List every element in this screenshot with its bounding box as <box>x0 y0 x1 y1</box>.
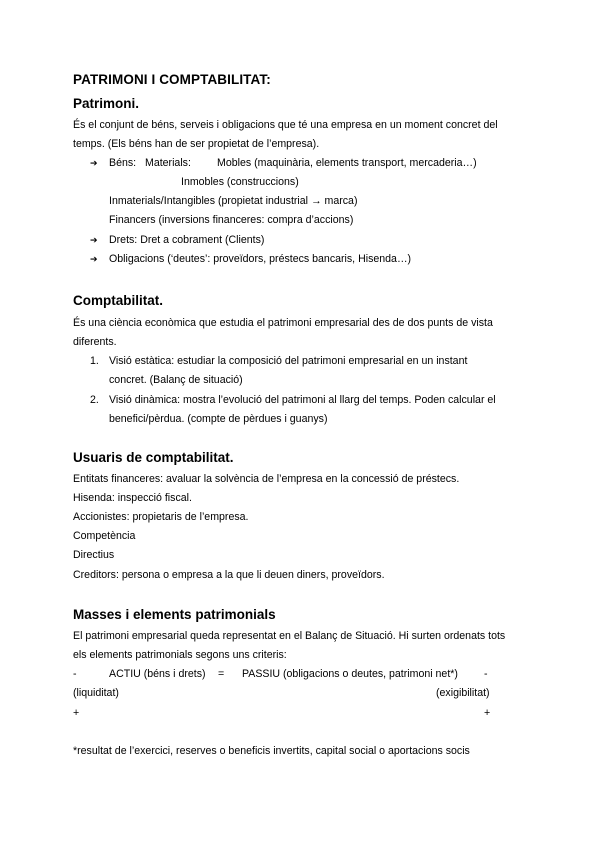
list-item-bens-label: Béns: <box>109 157 137 169</box>
equals-sign: = <box>218 668 225 680</box>
list-number: 2. <box>90 394 99 406</box>
list-number: 1. <box>90 355 99 367</box>
footnote: *resultat de l’exercici, reserves o beneficis invertits, capital social o aportacions socis <box>73 745 470 757</box>
passiu-label: PASSIU (obligacions o deutes, patrimoni net*) <box>242 668 458 680</box>
section-heading-comptabilitat: Comptabilitat. <box>73 293 163 308</box>
bullet-arrow-icon: ➔ <box>90 254 98 264</box>
actiu-label: ACTIU (béns i drets) <box>109 668 206 680</box>
liquiditat-label: (liquiditat) <box>73 687 119 699</box>
paragraph-line: diferents. <box>73 336 117 348</box>
list-item-drets: Drets: Dret a cobrament (Clients) <box>109 234 265 246</box>
list-item: Directius <box>73 549 115 561</box>
plus-sign-left: + <box>73 707 80 719</box>
paragraph-line: els elements patrimonials segons uns criteris: <box>73 649 287 661</box>
section-heading-patrimoni: Patrimoni. <box>73 96 140 111</box>
list-item-inmobles: Inmobles (construccions) <box>181 176 299 188</box>
paragraph-line: És el conjunt de béns, serveis i obligacions que té una empresa en un moment concret del <box>73 119 498 131</box>
list-item-visio-dinamica-cont: benefici/pèrdua. (compte de pèrdues i guanys) <box>109 413 328 425</box>
list-item: Hisenda: inspecció fiscal. <box>73 492 192 504</box>
page-title: PATRIMONI I COMPTABILITAT: <box>73 72 271 87</box>
minus-sign-left: - <box>73 668 77 680</box>
paragraph-line: temps. (Els béns han de ser propietat de l’empresa). <box>73 138 320 150</box>
bullet-arrow-icon: ➔ <box>90 158 98 168</box>
list-item: Competència <box>73 530 136 542</box>
list-item: Accionistes: propietaris de l’empresa. <box>73 511 249 523</box>
list-item-mobles: Mobles (maquinària, elements transport, mercaderia…) <box>217 157 477 169</box>
list-item-visio-dinamica: Visió dinàmica: mostra l’evolució del patrimoni al llarg del temps. Poden calcular el <box>109 394 496 406</box>
list-item-financers: Financers (inversions financeres: compra d’accions) <box>109 214 354 226</box>
list-item: Entitats financeres: avaluar la solvència de l’empresa en la concessió de préstecs. <box>73 473 460 485</box>
list-item-obligacions: Obligacions (‘deutes’: proveïdors, préstecs bancaris, Hisenda…) <box>109 253 412 265</box>
list-item-visio-estatica-cont: concret. (Balanç de situació) <box>109 374 243 386</box>
list-item-visio-estatica: Visió estàtica: estudiar la composició del patrimoni empresarial en un instant <box>109 355 468 367</box>
section-heading-usuaris: Usuaris de comptabilitat. <box>73 450 234 465</box>
list-item-materials-label: Materials: <box>145 157 191 169</box>
paragraph-line: És una ciència econòmica que estudia el patrimoni empresarial des de dos punts de vista <box>73 317 493 329</box>
bullet-arrow-icon: ➔ <box>90 235 98 245</box>
paragraph-line: El patrimoni empresarial queda representat en el Balanç de Situació. Hi surten ordenats tots <box>73 630 506 642</box>
section-heading-masses: Masses i elements patrimonials <box>73 607 276 622</box>
plus-sign-right: + <box>484 707 491 719</box>
minus-sign-right: - <box>484 668 488 680</box>
list-item: Creditors: persona o empresa a la que li deuen diners, proveïdors. <box>73 569 385 581</box>
exigibilitat-label: (exigibilitat) <box>436 687 490 699</box>
list-item-inmaterials: Inmaterials/Intangibles (propietat industrial → marca) <box>109 195 358 207</box>
